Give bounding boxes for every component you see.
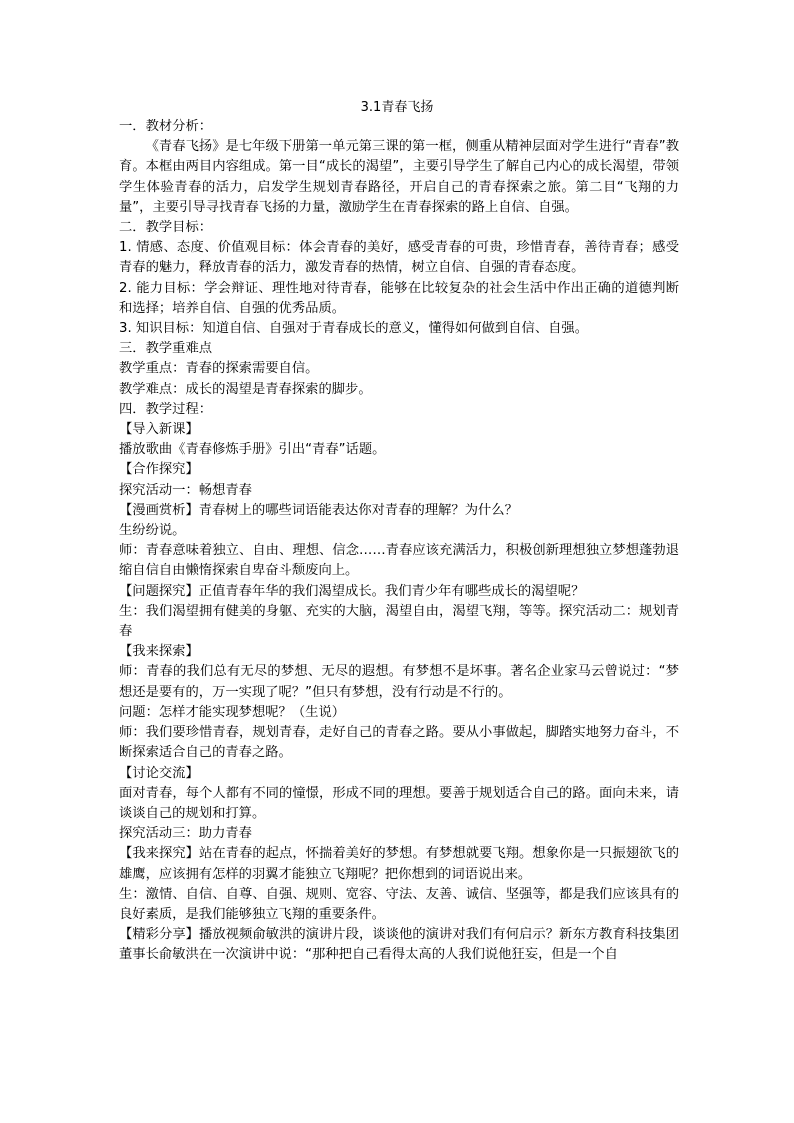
document-body: [119, 117, 679, 966]
bracket-heading: 【讨论交流】: [119, 765, 199, 781]
paragraph: 【漫画赏析】青春树上的哪些词语能表达你对青春的理解？为什么？: [119, 502, 518, 518]
paragraph: 教学难点：成长的渴望是青春探索的脚步。: [119, 381, 372, 397]
paragraph: 师：青春的我们总有无尽的梦想、无尽的遐想。有梦想不是坏事。著名企业家马云曾说过：“梦想还是要有的，万一实现了呢？”但只有梦想，没有行动是不行的。: [119, 664, 679, 700]
paragraph: 师：青春意味着独立、自由、理想、信念……青春应该充满活力，积极创新理想独立梦想蓬勃退缩自信自由懒惰探索自卑奋斗颓废向上。: [119, 543, 679, 579]
paragraph: 【我来探究】站在青春的起点，怀揣着美好的梦想。有梦想就要飞翔。想象你是一只振翅欲飞的雄鹰，应该拥有怎样的羽翼才能独立飞翔呢？把你想到的词语说出来。: [119, 846, 679, 882]
paragraph: 生：我们渴望拥有健美的身躯、充实的大脑，渴望自由，渴望飞翔，等等。探究活动二：规划青春: [119, 603, 679, 640]
paragraph: 生：激情、自信、自尊、自强、规则、宽容、守法、友善、诚信、坚强等，都是我们应该具有的良好素质，是我们能够独立飞翔的重要条件。: [119, 886, 679, 922]
paragraph: 探究活动三：助力青春: [119, 826, 252, 842]
paragraph: 《青春飞扬》是七年级下册第一单元第三课的第一框，侧重从精神层面对学生进行“青春”教育。本框由两目内容组成。第一目“成长的渴望”，主要引导学生了解自己内心的成长渴望，带领学生体验青春的活力，启发学生规划青春路径，开启自己的青春探索之旅。第二目“飞翔的力量”，主要引导寻找青春飞扬的力量，激励学生在青春探索的路上自信、自强。: [119, 139, 679, 215]
paragraph: 【精彩分享】播放视频俞敏洪的演讲片段，谈谈他的演讲对我们有何启示？新东方教育科技集团董事长俞敏洪在一次演讲中说：“那种把自己看得太高的人我们说他狂妄，但是一个自: [119, 927, 679, 963]
paragraph: 1. 情感、态度、价值观目标：体会青春的美好，感受青春的可贵，珍惜青春，善待青春；感受青春的魅力，释放青春的活力，激发青春的热情，树立自信、自强的青春态度。: [119, 240, 679, 276]
document-title: 3.1青春飞扬: [360, 100, 434, 115]
paragraph: 探究活动一：畅想青春: [119, 482, 252, 498]
section-heading: 一．教材分析：: [119, 119, 213, 134]
bracket-heading: 【合作探究】: [119, 462, 199, 478]
paragraph: 教学重点：青春的探索需要自信。: [119, 361, 319, 377]
paragraph: 生纷纷说。: [119, 523, 186, 539]
bracket-heading: 【导入新课】: [119, 422, 199, 438]
paragraph: 3. 知识目标：知道自信、自强对于青春成长的意义，懂得如何做到自信、自强。: [119, 321, 589, 337]
paragraph: 面对青春，每个人都有不同的憧憬，形成不同的理想。要善于规划适合自己的路。面向未来，请谈谈自己的规划和打算。: [119, 785, 679, 821]
paragraph: 【问题探究】正值青春年华的我们渴望成长。我们青少年有哪些成长的渴望呢？: [119, 583, 585, 599]
paragraph: 师：我们要珍惜青春，规划青春，走好自己的青春之路。要从小事做起，脚踏实地努力奋斗，不断探索适合自己的青春之路。: [119, 725, 679, 761]
section-heading: 二．教学目标：: [119, 220, 213, 236]
paragraph: 播放歌曲《青春修炼手册》引出“青春”话题。: [119, 442, 386, 458]
bracket-heading: 【我来探索】: [119, 644, 199, 660]
section-heading: 三．教学重难点: [119, 341, 213, 357]
section-heading: 四．教学过程：: [119, 401, 213, 417]
paragraph: 问题：怎样才能实现梦想呢？（生说）: [119, 704, 346, 720]
paragraph: 2. 能力目标：学会辩证、理性地对待青春，能够在比较复杂的社会生活中作出正确的道德判断和选择；培养自信、自强的优秀品质。: [119, 280, 679, 316]
